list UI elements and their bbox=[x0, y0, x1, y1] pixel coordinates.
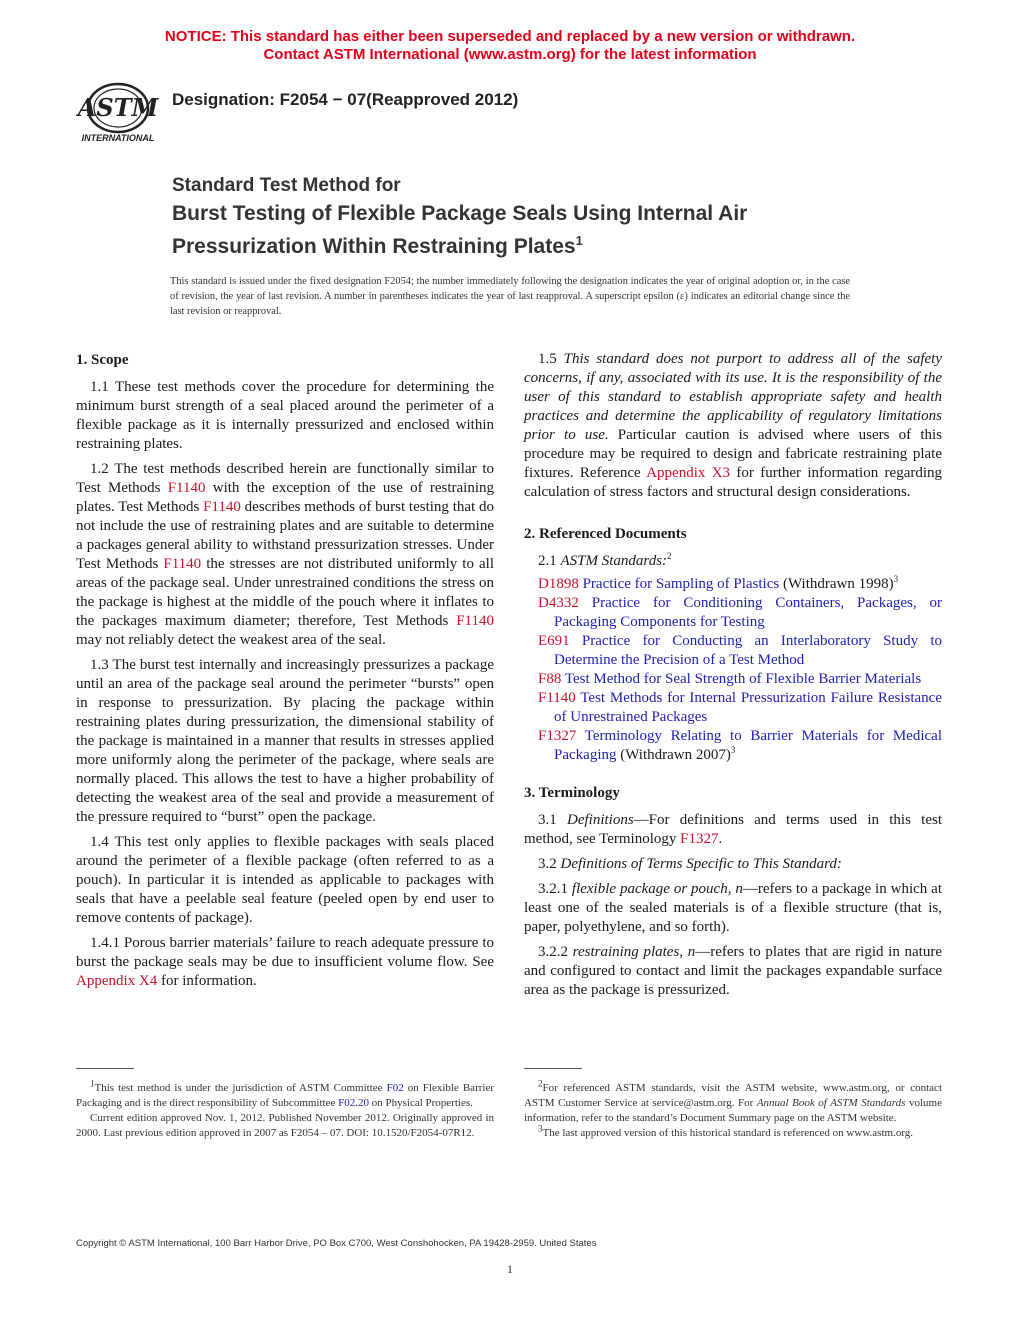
footnote-mark: 2 bbox=[667, 551, 672, 561]
reference-title-link[interactable]: Practice for Conditioning Containers, Packages, or Packaging Components for Testing bbox=[554, 595, 943, 630]
reference-title-link[interactable]: Test Method for Seal Strength of Flexible Barrier Materials bbox=[564, 671, 922, 687]
text-run: Definitions bbox=[567, 812, 634, 828]
text-run: describes methods of burst testing that do not include the use of restraining plates and are suitable to determine a packages general ability to withstand pressurization stresses. Under Test Methods bbox=[76, 499, 494, 572]
text-run: ASTM Standards: bbox=[560, 553, 668, 569]
text-run: For referenced ASTM standards, visit the ASTM website, www.astm.org, or contact ASTM Customer Service at service@astm.org. For bbox=[524, 1082, 942, 1109]
notice-line-1: NOTICE: This standard has either been superseded and replaced by a new version or withdrawn. bbox=[164, 28, 856, 45]
text-run: 1.2 The test methods described herein are functionally similar to Test Methods bbox=[76, 461, 494, 496]
reference-code-link[interactable]: F1327 bbox=[538, 728, 577, 744]
paragraph-1-4: 1.4 This test only applies to flexible packages with seals placed around the perimeter of a flexible package (often referred to as a pouch). In particular it is intended as applicable to packages with seals that have a peelable seal feature (peeled open by end user to remove contents of package). bbox=[76, 834, 494, 926]
paragraph-3-2-2 bbox=[524, 943, 942, 1000]
text-run: for information. bbox=[157, 973, 257, 989]
left-column bbox=[76, 350, 494, 997]
text-run: Definitions of Terms Specific to This Standard: bbox=[560, 856, 842, 872]
reference-title-link[interactable]: Practice for Sampling of Plastics bbox=[582, 576, 780, 592]
paragraph-3-2 bbox=[524, 855, 942, 874]
reference-item bbox=[524, 632, 942, 670]
text-run: —refers to a package in which at least one of the sealed materials is of a flexible structure (that is, paper, polyethylene, and so forth). bbox=[524, 881, 942, 935]
footnote-rule-right bbox=[524, 1068, 582, 1069]
text-run: 1.4.1 Porous barrier materials’ failure to reach adequate pressure to burst the package seals may be due to insufficient volume flow. See bbox=[76, 935, 494, 970]
page-number: 1 bbox=[507, 1262, 513, 1276]
paragraph-3-1 bbox=[524, 811, 942, 849]
section-heading-terminology: 3. Terminology bbox=[524, 785, 620, 801]
reference-title-link[interactable]: Terminology Relating to Barrier Materials for Medical Packaging bbox=[554, 728, 942, 763]
text-run: on Physical Properties. bbox=[369, 1097, 473, 1109]
text-run: restraining plates, n bbox=[572, 944, 696, 960]
text-run: 3.1 bbox=[538, 812, 567, 828]
reference-item bbox=[524, 575, 942, 594]
title-main-text: Burst Testing of Flexible Package Seals Using Internal Air Pressurization Within Restraining Plates bbox=[172, 202, 748, 258]
text-run: 3.2.1 bbox=[538, 881, 572, 897]
text-run: —refers to plates that are rigid in nature and configured to contact and limit the packages expandable surface area as the package is pressurized. bbox=[524, 944, 942, 998]
reference-code-link[interactable]: F88 bbox=[538, 671, 562, 687]
astm-standards-subhead bbox=[524, 552, 942, 571]
logo-text: INTERNATIONAL bbox=[81, 133, 155, 143]
reference-list bbox=[524, 575, 942, 765]
right-column bbox=[524, 350, 942, 1006]
paragraph-1-2 bbox=[76, 460, 494, 650]
paragraph-1-1: 1.1 These test methods cover the procedure for determining the minimum burst strength of a seal placed around the perimeter of a flexible package as it is internally pressurized and enclosed within restraining plates. bbox=[76, 379, 494, 452]
paragraph-3-2-1 bbox=[524, 880, 942, 937]
footnote-mark: 3 bbox=[730, 745, 736, 755]
footnote-3 bbox=[524, 1123, 942, 1141]
text-run: 1.5 bbox=[538, 351, 564, 367]
title-prefix: Standard Test Method for bbox=[172, 175, 401, 196]
text-run: volume information, refer to the standard’s Document Summary page on the ASTM website. bbox=[524, 1097, 942, 1124]
footnotes-right bbox=[524, 1078, 942, 1141]
paragraph-1-4-1 bbox=[76, 934, 494, 991]
document-title bbox=[172, 200, 872, 260]
text-run: with the exception of the use of restraining plates. Test Methods bbox=[76, 480, 494, 515]
footnote-mark: 2 bbox=[538, 1078, 543, 1089]
safety-statement: This standard does not purport to address all of the safety concerns, if any, associated with its use. It is the responsibility of the user of this standard to establish appropriate safety and health practices and determine the applicability of regulatory limitations prior to use. bbox=[524, 351, 943, 443]
title-footnote-mark: 1 bbox=[575, 233, 583, 248]
text-run: —For definitions and terms used in this test method, see Terminology bbox=[524, 812, 942, 847]
footnote-mark: 1 bbox=[90, 1078, 95, 1089]
text-run: 3.2.2 bbox=[538, 944, 573, 960]
link-f1140[interactable]: F1140 bbox=[203, 499, 241, 515]
link-f02[interactable]: F02 bbox=[386, 1082, 404, 1094]
reference-title-link[interactable]: Test Methods for Internal Pressurization Failure Resistance of Unrestrained Packages bbox=[554, 690, 942, 725]
reference-code-link[interactable]: D1898 bbox=[538, 576, 579, 592]
link-f1140[interactable]: F1140 bbox=[163, 556, 202, 572]
text-run: Annual Book of ASTM Standards bbox=[756, 1097, 906, 1109]
paragraph-1-5 bbox=[524, 350, 942, 502]
reference-item bbox=[524, 594, 942, 632]
footnote-1 bbox=[76, 1078, 494, 1111]
text-run: This test method is under the jurisdiction of ASTM Committee bbox=[94, 1082, 387, 1094]
footnote-rule-left bbox=[76, 1068, 134, 1069]
text-run: flexible package or pouch, n bbox=[571, 881, 743, 897]
reference-code-link[interactable]: E691 bbox=[538, 633, 570, 649]
reference-code-link[interactable]: F1140 bbox=[538, 690, 576, 706]
link-f1140[interactable]: F1140 bbox=[167, 480, 206, 496]
text-run: Particular caution is advised where users of this procedure may be required to design and fabricate restraining plate fixtures. Reference bbox=[524, 427, 942, 481]
astm-logo bbox=[74, 78, 162, 144]
copyright-line: Copyright © ASTM International, 100 Barr Harbor Drive, PO Box C700, West Conshohocken, PA 19428-2959. United States bbox=[76, 1238, 597, 1249]
footnote-2 bbox=[524, 1078, 942, 1126]
section-heading-scope: 1. Scope bbox=[76, 352, 129, 368]
footnotes-left bbox=[76, 1078, 494, 1141]
footnote-mark: 3 bbox=[538, 1123, 543, 1134]
withdrawal-notice bbox=[0, 28, 1020, 64]
link-f1140[interactable]: F1140 bbox=[456, 613, 494, 629]
text-run: 3.2 bbox=[538, 856, 561, 872]
reference-item bbox=[524, 670, 942, 689]
reference-title-link[interactable]: Practice for Conducting an Interlaboratory Study to Determine the Precision of a Test Method bbox=[554, 633, 942, 668]
footnote-mark: 3 bbox=[893, 574, 899, 584]
astm-logo-icon bbox=[74, 78, 162, 144]
reference-item bbox=[524, 727, 942, 765]
text-run: the stresses are not distributed uniformly to all areas of the package seal. Under unrestrained conditions the stress on the package is highest at the middle of the pouch where it inflates to the packages maximum diameter; therefore, Test Methods bbox=[76, 556, 494, 629]
logo-mark: ASTM bbox=[77, 93, 159, 122]
issue-note: This standard is issued under the fixed designation F2054; the number immediately following the designation indicates the year of original adoption or, in the case of revision, the year of last revision. A number in parentheses indicates the year of last reapproval. A superscript epsilon (ε) indicates an editorial change since the last revision or reapproval. bbox=[170, 276, 850, 317]
text-run: . bbox=[718, 831, 723, 847]
reference-code-link[interactable]: D4332 bbox=[538, 595, 579, 611]
reference-note: (Withdrawn 1998) bbox=[779, 576, 894, 592]
link-f1327[interactable]: F1327 bbox=[680, 831, 719, 847]
text-run: for further information regarding calculation of stress factors and structural design considerations. bbox=[524, 465, 943, 500]
text-run: 2.1 bbox=[538, 553, 561, 569]
text-run: The last approved version of this historical standard is referenced on www.astm.org. bbox=[542, 1127, 914, 1139]
footnote-1-edition: Current edition approved Nov. 1, 2012. Published November 2012. Originally approved in 2000. Last previous edition approved in 2007 as F2054 – 07. DOI: 10.1520/F2054-07R12. bbox=[76, 1112, 494, 1139]
text-run: on Flexible Barrier Packaging and is the direct responsibility of Subcommittee bbox=[76, 1082, 494, 1109]
paragraph-1-3: 1.3 The burst test internally and increasingly pressurizes a package until an area of the package seal around the perimeter “bursts” open in response to pressurization. By placing the package within restraining plates during pressurization, the dimensional stability of the package is maintained in a manner that results in stresses applied more uniformly along the perimeter of the package, where seals are normally placed. This allows the test to have a higher probability of detecting the weakest area of the seal and provide a measurement of the pressure required to “burst” open the package. bbox=[76, 657, 494, 825]
notice-line-2: Contact ASTM International (www.astm.org) for the latest information bbox=[263, 46, 757, 63]
text-run: may not reliably detect the weakest area of the seal. bbox=[76, 632, 386, 648]
link-appendix-x3[interactable]: Appendix X3 bbox=[646, 465, 731, 481]
link-appendix-x4[interactable]: Appendix X4 bbox=[76, 973, 158, 989]
designation: Designation: F2054 − 07(Reapproved 2012) bbox=[172, 90, 519, 109]
reference-note: (Withdrawn 2007) bbox=[616, 747, 731, 763]
section-heading-referenced-documents: 2. Referenced Documents bbox=[524, 526, 687, 542]
link-f02-20[interactable]: F02.20 bbox=[338, 1097, 369, 1109]
reference-item bbox=[524, 689, 942, 727]
